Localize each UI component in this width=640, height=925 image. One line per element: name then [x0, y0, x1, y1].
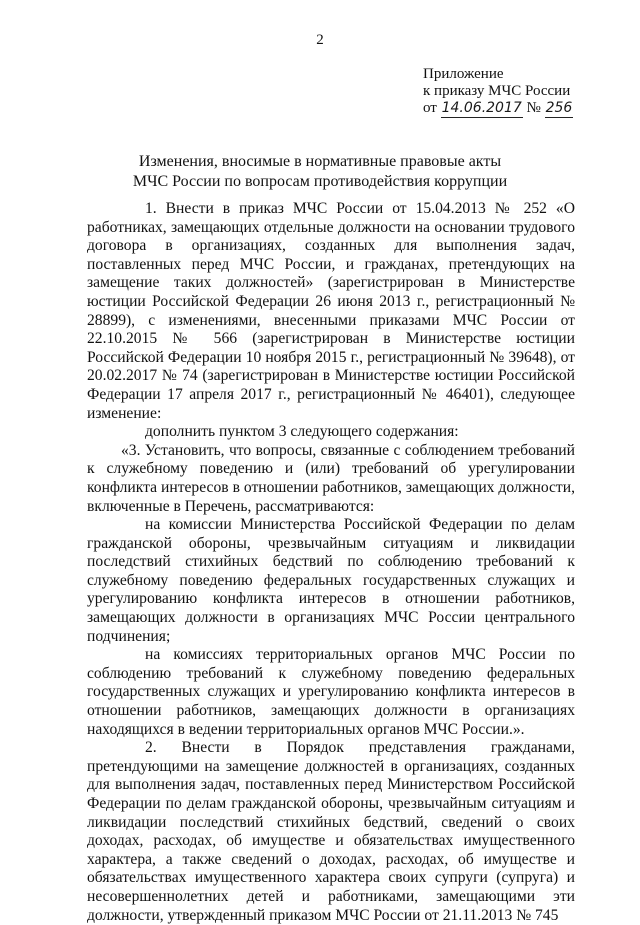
- appendix-label: Приложение: [423, 66, 504, 82]
- paragraph-5: на комиссиях территориальных органов МЧС России по соблюдению требований к служебному поведению федеральных государственных служащих и урегулированию конфликта интересов в отношении работников, замещающих должности в организациях находящихся в ведении территориальных органов МЧС России.».: [87, 646, 575, 738]
- paragraph-4: на комиссии Министерства Российской Федерации по делам гражданской обороны, чрезвычайным ситуациям и ликвидации последствий стихийных бедствий по соблюдению требований к служебному поведению федеральных государственных служащих и урегулированию конфликта интересов в отношении работников, замещающих должности в организациях МЧС России центрального подчинения;: [87, 516, 575, 645]
- appendix-date-line: [423, 100, 573, 118]
- number-label: №: [526, 100, 541, 116]
- paragraph-2: дополнить пунктом 3 следующего содержания:: [145, 423, 459, 441]
- appendix-block: [423, 66, 573, 118]
- appendix-order-ref: к приказу МЧС России: [423, 83, 571, 99]
- paragraph-6: 2. Внести в Порядок представления гражданами, претендующими на замещение должностей в организациях, созданных для выполнения задач, поставленных перед Министерством Российской Федерации по делам гражданской обороны, чрезвычайным ситуациям и ликвидации последствий стихийных бедствий, сведений о своих доходах, расходах, об имуществе и обязательствах имущественного характера, а также сведений о доходах, расходах, об имуществе и обязательствах имущественного характера своих супруги (супруга) и несовершеннолетних детей и работниками, замещающими эти должности, утвержденный приказом МЧС России от 21.11.2013 № 745: [87, 739, 575, 924]
- document-body: [87, 200, 575, 925]
- handwritten-number: 256: [545, 100, 573, 116]
- title-line-2: МЧС России по вопросам противодействия коррупции: [132, 173, 508, 190]
- paragraph-1: 1. Внести в приказ МЧС России от 15.04.2013 № 252 «О работниках, замещающих отдельные должности на основании трудового договора в организациях, созданных для выполнения задач, поставленных перед МЧС России, и гражданах, претендующих на замещение таких должностей» (зарегистрирован в Министерстве юстиции Российской Федерации 26 июня 2013 г., регистрационный № 28899), с изменениями, внесенными приказами МЧС России от 22.10.2015 № 566 (зарегистрирован в Министерстве юстиции Российской Федерации 10 ноября 2015 г., регистрационный № 39648), от 20.02.2017 № 74 (зарегистрирован в Министерстве юстиции Российской Федерации 17 апреля 2017 г., регистрационный № 46401), следующее изменение:: [87, 200, 575, 422]
- page-number: 2: [316, 32, 324, 48]
- from-label: от: [423, 100, 437, 116]
- title-line-1: Изменения, вносимые в нормативные правовые акты: [138, 153, 502, 170]
- document-title: [0, 152, 640, 192]
- paragraph-3: «3. Установить, что вопросы, связанные с соблюдением требований к служебному поведению и (или) требований об урегулировании конфликта интересов в отношении работников, замещающих должности, включенные в Перечень, рассматриваются:: [87, 441, 575, 515]
- handwritten-date: 14.06.2017: [441, 100, 522, 116]
